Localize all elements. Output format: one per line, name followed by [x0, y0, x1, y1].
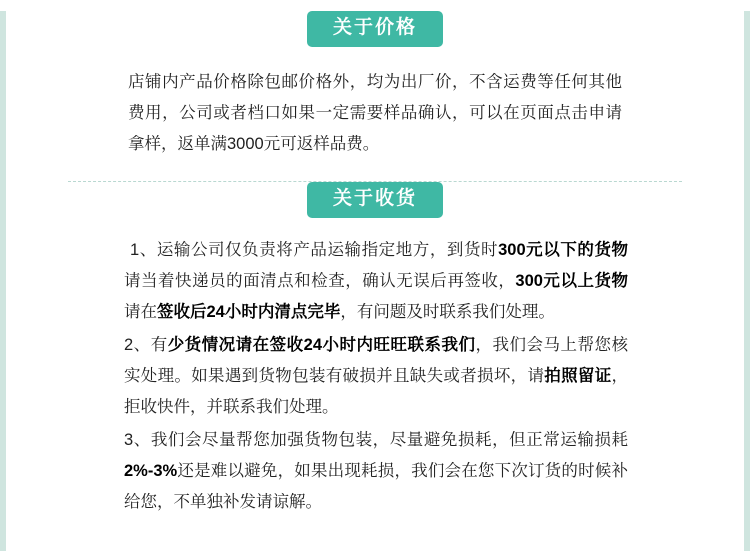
price-paragraph: 店铺内产品价格除包邮价格外，均为出厂价，不含运费等任何其他费用，公司或者档口如果一定需要样品确认，可以在页面点击申请拿样，返单满3000元可返样品费。: [128, 72, 622, 153]
list-item-content-1: 1、运输公司仅负责将产品运输指定地方，到货时300元以下的货物请当着快递员的面清点和检查，确认无误后再签收，300元以上货物请在签收后24小时内清点完毕，有问题及时联系我们处理。: [124, 240, 629, 321]
badge-row-price: [66, 11, 684, 47]
list-item-content-2: 2、有少货情况请在签收24小时内旺旺联系我们，我们会马上帮您核实处理。如果遇到货物包装有破损并且缺失或者损坏，请拍照留证，拒收快件，并联系我们处理。: [124, 335, 629, 416]
section-badge-price: 关于价格: [307, 11, 443, 47]
badge-row-delivery: [66, 182, 684, 218]
list-item: [124, 425, 628, 518]
section-about-price: [6, 11, 744, 160]
list-item: [124, 235, 628, 328]
section-about-delivery: [6, 182, 744, 518]
document-page: [0, 11, 750, 551]
list-item-content-3: 3、我们会尽量帮您加强货物包装，尽量避免损耗，但正常运输损耗2%-3%还是难以避免，如果出现耗损，我们会在您下次订货的时候补给您，不单独补发请谅解。: [124, 430, 628, 511]
section-badge-delivery: 关于收货: [307, 182, 443, 218]
list-item: [124, 330, 628, 423]
delivery-list: [66, 235, 684, 518]
